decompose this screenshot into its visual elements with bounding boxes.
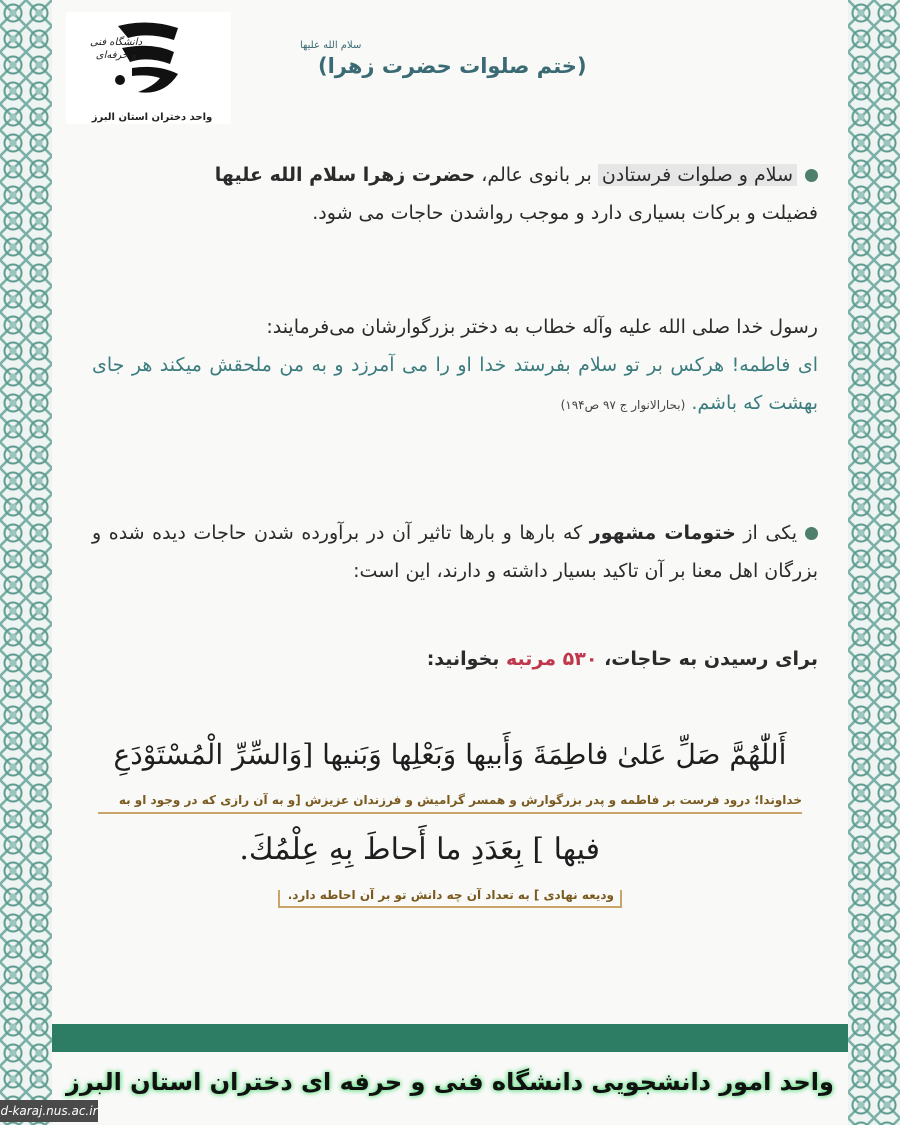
prayer-line-2: فيها ] بِعَدَدِ ما أَحاطَ بِهِ عِلْمُكَ. [239, 832, 600, 867]
prayer-bracket-right [620, 890, 622, 908]
logo-text: دانشگاه فنی و حرفه‌ای [89, 37, 143, 61]
logo-caption: واحد دختران استان البرز [91, 112, 213, 123]
footer-bar [52, 1024, 848, 1052]
instruction-text: برای رسیدن به حاجات، [597, 648, 818, 670]
prayer-underline-1 [98, 812, 802, 814]
paragraph-hadith [92, 308, 818, 424]
prayer-line-1: أَللّٰهُمَّ صَلِّ عَلىٰ فاطِمَةَ وَأَبيها وَبَعْلِها وَبَنيها [وَالسِّرِّ الْمُسْتَوْدَعِ [113, 738, 787, 771]
ornamental-border-right [847, 0, 900, 1125]
prayer-translation-1: خداوندا؛ درود فرست بر فاطمه و پدر بزرگوارش و همسر گرامیش و فرزندان عزیزش [و به آن رازی که در وجود او به [118, 793, 802, 807]
hadith-intro: رسول خدا صلی الله علیه وآله خطاب به دختر بزرگوارشان می‌فرمایند: [266, 316, 818, 338]
prayer-underline-2 [278, 906, 622, 908]
khatm-text: یکی از [735, 522, 798, 544]
footer-text: واحد امور دانشجویی دانشگاه فنی و حرفه ای دختران استان البرز [66, 1068, 834, 1096]
hadith-citation: (بحارالانوار ج ۹۷ ص۱۹۴) [560, 398, 686, 412]
paragraph-intro [92, 156, 818, 232]
page-title: (ختم صلوات حضرت زهرا) [318, 54, 587, 78]
university-logo [66, 12, 231, 124]
site-watermark: d-karaj.nus.ac.ir [0, 1100, 98, 1122]
prayer-bracket-left [278, 890, 280, 908]
instruction-line [92, 640, 818, 678]
intro-bold-name: حضرت زهرا سلام الله علیها [214, 164, 476, 186]
khatm-bold: ختومات مشهور [589, 522, 736, 544]
highlighted-phrase: سلام و صلوات فرستادن [598, 164, 797, 186]
bullet-icon [805, 527, 818, 540]
bullet-icon [805, 169, 818, 182]
title-block [300, 40, 600, 100]
intro-text-continued: فضیلت و برکات بسیاری دارد و موجب رواشدن حاجات می شود. [312, 202, 818, 224]
khatm-text-continued: که بارها و بارها تاثیر آن در برآورده شدن حاجات دیده شده و بزرگان اهل معنا بر آن تاکید بسیار داشته و دارند، این است: [92, 522, 818, 582]
paragraph-khatm [92, 514, 818, 590]
ornamental-border-left [0, 0, 53, 1125]
instruction-count: ۵۳۰ مرتبه [506, 648, 598, 670]
title-honorific: سلام الله علیها [300, 40, 362, 51]
intro-text: بر بانوی عالم، [475, 164, 598, 186]
instruction-text-end: بخوانید: [426, 648, 507, 670]
prayer-translation-2: ودیعه نهادی ] به تعداد آن چه دانش تو بر آن احاطه دارد. [287, 888, 614, 902]
hadith-quote: ای فاطمه! هرکس بر تو سلام بفرستد خدا او را می آمرزد و به من ملحقش میکند هر جای بهشت که باشم. [92, 354, 818, 414]
